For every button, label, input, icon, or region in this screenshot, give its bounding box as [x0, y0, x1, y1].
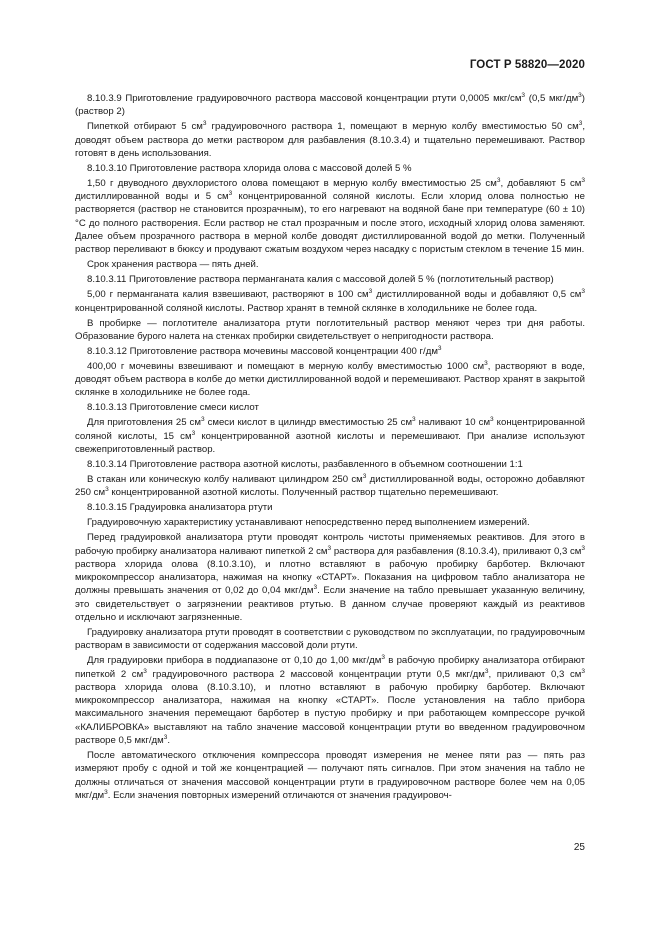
text-run: 400,00 г мочевины взвешивают и помещают в мерную колбу вместимостью 1000 см — [87, 360, 485, 372]
paragraph — [75, 288, 585, 315]
superscript: 3 — [581, 288, 585, 296]
paragraph — [75, 473, 585, 500]
paragraph — [75, 416, 585, 456]
document-body — [75, 92, 585, 804]
superscript: 3 — [581, 176, 585, 184]
paragraph — [75, 516, 585, 529]
text-run: градуировочного раствора 1, помещают в мерную колбу вместимостью 50 см — [206, 121, 579, 133]
text-run: . — [167, 735, 170, 747]
text-run: Срок хранения раствора — пять дней. — [87, 259, 259, 271]
paragraph — [75, 177, 585, 257]
text-run: 8.10.3.14 Приготовление раствора азотной кислоты, разбавленного в объемном соотношении 1:1 — [87, 458, 523, 470]
superscript: 3 — [437, 344, 442, 352]
text-run: 5,00 г перманганата калия взвешивают, растворяют в 100 см — [87, 289, 369, 301]
paragraph — [75, 317, 585, 344]
text-run: Пипеткой отбирают 5 см — [87, 121, 203, 133]
text-run: , добавляют 5 см — [500, 177, 582, 189]
text-run: ) (раствор 2) — [75, 93, 585, 118]
text-run: (0,5 мкг/дм — [525, 93, 579, 104]
superscript: 3 — [490, 416, 494, 424]
text-run: в рабочую пробирку анализатора отбирают пипеткой 2 см — [75, 655, 585, 680]
superscript: 3 — [381, 654, 385, 662]
text-run: концентрированной азотной кислоты. Полученный раствор тщательно перемешивают. — [108, 487, 499, 499]
text-run: дистиллированной воды и 5 см — [75, 191, 229, 203]
text-run: дистиллированной воды, осторожно добавляют 250 см — [75, 473, 585, 499]
page-number: 25 — [573, 842, 585, 853]
text-run: раствора для разбавления (8.10.3.4), приливают 0,3 см — [331, 545, 582, 557]
paragraph — [75, 345, 585, 358]
text-run: 8.10.3.11 Приготовление раствора перманганата калия с массовой долей 5 % (поглотительный раствор) — [87, 274, 554, 286]
text-run: Для приготовления 25 см — [87, 417, 201, 429]
text-run: , приливают 0,3 см — [488, 668, 582, 680]
superscript: 3 — [362, 472, 367, 480]
superscript: 3 — [191, 429, 196, 437]
text-run: Градуировочную характеристику устанавливают непосредственно перед выполнением измерений. — [87, 517, 530, 529]
superscript: 3 — [578, 92, 582, 99]
superscript: 3 — [104, 788, 108, 796]
paragraph — [75, 654, 585, 747]
text-run: концентрированной азотной кислоты и перемешивают. При анализе используют свежеприготовленный раствор. — [75, 430, 585, 455]
paragraph — [75, 273, 585, 286]
superscript: 3 — [228, 190, 233, 198]
superscript: 3 — [496, 176, 501, 184]
superscript: 3 — [484, 359, 488, 367]
superscript: 3 — [313, 584, 318, 592]
text-run: концентрированной соляной кислоты. Если хлорид олова полностью не растворяется (раствор не становится прозрачным), то его нагревают на водяной бане при температуре (60 ± 10) °С до полного растворения. Если раствор не стал прозрачным и после этого, исходный хлорид олова заменяют. Далее объем прозрачного раствора в мерной колбе доводят дистиллированной водой до метки. Полученный раствор переливают в бюксу и продувают сжатым воздухом через насадку с пористым стеклом в течение 15 мин. — [75, 191, 585, 256]
text-run: В пробирке — поглотителе анализатора ртути поглотительный раствор меняют через три дня работы. Образование бурого налета на стенках пробирки свидетельствует о непригодности раствора. — [75, 317, 585, 342]
text-run: 8.10.3.10 Приготовление раствора хлорида олова с массовой долей 5 % — [87, 162, 412, 174]
text-run: , растворяют в воде, доводят объем раствора в колбе до метки дистиллированной водой и перемешивают. Раствор хранят в закрытой склянке в холодильнике не более года. — [75, 360, 585, 399]
text-run: градуировочного раствора 2 массовой концентрации ртути 0,5 мкг/дм — [146, 668, 485, 680]
text-run: Перед градуировкой анализатора ртути проводят контроль чистоты применяемых реактивов. Для этого в рабочую пробирку анализатора наливают пипеткой 2 см — [75, 532, 585, 557]
paragraph — [75, 531, 585, 624]
text-run: Градуировку анализатора ртути проводят в соответствии с руководством по эксплуатации, по градуировочным растворам в зависимости от содержания массовой доли ртути. — [75, 626, 585, 652]
paragraph — [75, 162, 585, 175]
text-run: 8.10.3.12 Приготовление раствора мочевины массовой концентрации 400 г/дм — [87, 345, 438, 357]
text-run: 8.10.3.15 Градуировка анализатора ртути — [87, 502, 273, 514]
paragraph — [75, 258, 585, 271]
text-run: концентрированной соляной кислоты. Раствор хранят в темной склянке в холодильнике не более года. — [75, 302, 538, 314]
superscript: 3 — [105, 486, 109, 494]
paragraph — [75, 401, 585, 414]
text-run: 8.10.3.9 Приготовление градуировочного раствора массовой концентрации ртути 0,0005 мкг/см — [87, 93, 522, 104]
text-run: раствора хлорида олова (8.10.3.10), и плотно вставляют в рабочую пробирку барботер. Включают микрокомпрессор анализатора, нажимая на кнопку «СТАРТ». После установления на табло прибора максимального значения перемещают барботер в пустую пробирку и при работающем компрессоре ручкой «КАЛИБРОВКА» выставляют на табло значение массовой концентрации ртути во введенном градуировочном растворе 0,5 мкг/дм — [75, 681, 585, 747]
text-run: . Если значение на табло превышает указанную величину, это свидетельствует о загрязнении реактивов ртутью. В данном случае проверяют каждый из реактивов отдельно и исключают загрязненные. — [75, 585, 585, 623]
paragraph — [75, 92, 585, 119]
text-run: раствора хлорида олова (8.10.3.10), и плотно вставляют в рабочую пробирку барботер. Включают микрокомпрессор анализатора, нажимая на кнопку «СТАРТ». Показания на цифровом табло анализатора не должны превышать значения от 0,02 до 0,04 мкг/дм — [75, 558, 585, 597]
superscript: 3 — [581, 544, 585, 552]
text-run: 1,50 г двуводного двухлористого олова помещают в мерную колбу вместимостью 25 см — [87, 177, 497, 189]
text-run: В стакан или коническую колбу наливают цилиндром 250 см — [87, 473, 363, 485]
superscript: 3 — [163, 734, 168, 742]
paragraph — [75, 501, 585, 514]
superscript: 3 — [484, 667, 489, 675]
text-run: После автоматического отключения компрессора проводят измерения не менее пяти раз — пять раз измеряют пробу с одной и той же концентрацией — получают пять сигналов. При этом значения на табло не должны отличаться от значения массовой концентрации ртути в градуировочном растворе более чем на 0,05 мкг/дм — [75, 750, 585, 801]
text-run: смеси кислот в цилиндр вместимостью 25 см — [204, 417, 413, 429]
text-run: дистиллированной воды и добавляют 0,5 см — [372, 289, 582, 301]
superscript: 3 — [521, 92, 526, 99]
superscript: 3 — [202, 120, 207, 128]
superscript: 3 — [578, 120, 583, 128]
paragraph — [75, 360, 585, 400]
paragraph — [75, 749, 585, 802]
superscript: 3 — [200, 416, 205, 424]
superscript: 3 — [327, 544, 332, 552]
text-run: концентрированной соляной кислоты, 15 см — [75, 417, 586, 442]
text-run: наливают 10 см — [415, 417, 491, 429]
text-run: 8.10.3.13 Приготовление смеси кислот — [87, 402, 259, 414]
text-run: Для градуировки прибора в поддиапазоне от 0,10 до 1,00 мкг/дм — [87, 655, 382, 667]
superscript: 3 — [368, 288, 373, 296]
paragraph — [75, 120, 585, 160]
superscript: 3 — [143, 667, 147, 675]
superscript: 3 — [412, 416, 416, 424]
paragraph — [75, 458, 585, 471]
text-run: , доводят объем раствора до метки раствором для разбавления (8.10.3.4) и тщательно перемешивают. Раствор готовят в день использования. — [75, 121, 585, 159]
paragraph — [75, 626, 585, 653]
document-header: ГОСТ Р 58820—2020 — [469, 59, 585, 71]
superscript: 3 — [581, 667, 585, 675]
text-run: . Если значения повторных измерений отличаются от значения градуировоч- — [107, 789, 452, 801]
